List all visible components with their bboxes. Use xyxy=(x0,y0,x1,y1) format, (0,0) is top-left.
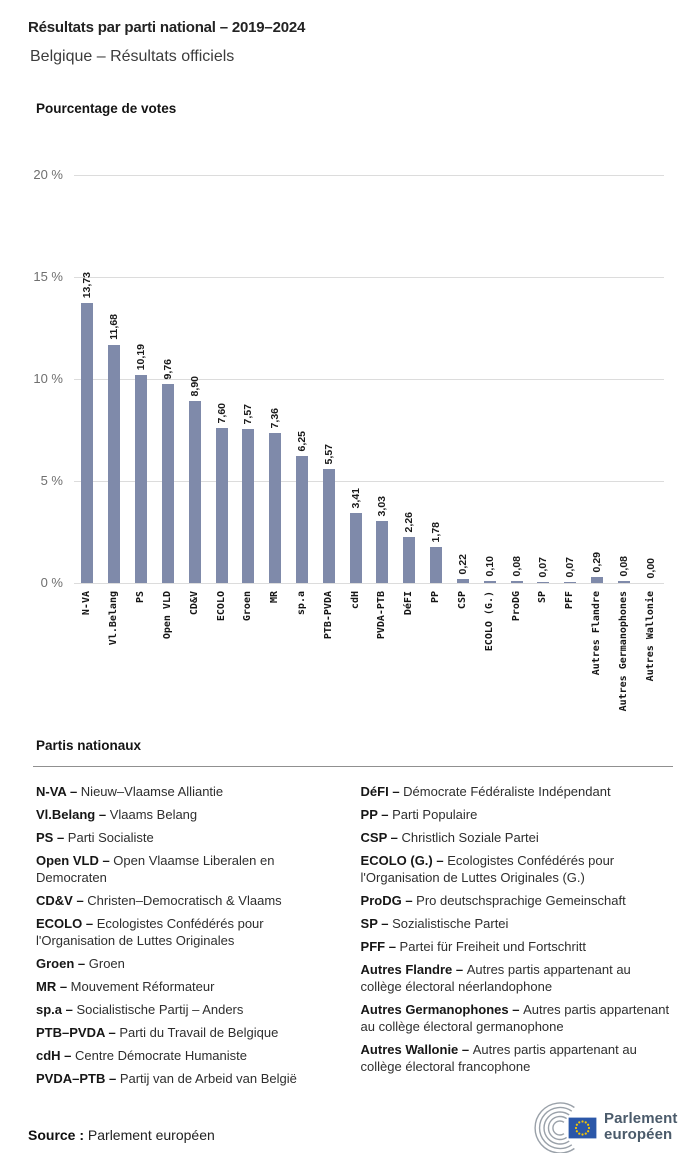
bar-value-label: 0,07 xyxy=(564,556,577,577)
bar-value-label: 6,25 xyxy=(296,430,308,451)
x-axis-label: SP xyxy=(537,591,549,604)
y-axis-label: 10 % xyxy=(33,371,63,386)
legend-item xyxy=(361,829,673,846)
source-value: Parlement européen xyxy=(87,1127,215,1143)
bar-value-label: 10,19 xyxy=(135,343,147,370)
source-label: Source : xyxy=(28,1127,85,1143)
x-axis-label: cdH xyxy=(349,591,361,610)
x-axis-label: Autres Flandre xyxy=(591,591,602,676)
hemicycle-icon xyxy=(530,1101,600,1153)
bar xyxy=(162,384,174,583)
gridline xyxy=(74,175,664,176)
bar-value-label: 3,41 xyxy=(349,487,362,508)
party-full-name: Socialistische Partij – Anders xyxy=(76,1002,244,1017)
bar xyxy=(537,582,549,583)
gridline xyxy=(74,583,664,584)
bar-value-label: 11,68 xyxy=(108,314,121,340)
party-full-name: Parti du Travail de Belgique xyxy=(119,1025,279,1040)
y-axis-label: 0 % xyxy=(40,575,63,590)
party-abbreviation: cdH – xyxy=(36,1048,76,1063)
party-full-name: Open Vlaamse Liberalen en Democraten xyxy=(36,853,275,885)
bar-value-label: 2,26 xyxy=(403,511,416,532)
party-abbreviation: PFF – xyxy=(360,939,400,954)
party-full-name: Christen–Democratisch & Vlaams xyxy=(87,893,282,908)
european-parliament-logo xyxy=(530,1101,677,1153)
party-full-name: Nieuw–Vlaamse Alliantie xyxy=(80,784,224,799)
bar-value-label: 7,57 xyxy=(242,403,255,424)
bar xyxy=(511,581,523,583)
party-abbreviation: CSP – xyxy=(360,830,402,845)
legend-columns xyxy=(33,783,673,1093)
legend-item xyxy=(36,1001,339,1018)
party-abbreviation: ECOLO (G.) – xyxy=(360,853,448,868)
bar-value-label: 0,08 xyxy=(510,555,523,576)
bar-value-label: 5,57 xyxy=(322,443,335,464)
x-axis-label: ProDG xyxy=(510,591,522,622)
x-axis-label: CD&V xyxy=(188,591,200,616)
party-full-name: Sozialistische Partei xyxy=(392,916,509,931)
page-title: Résultats par parti national – 2019–2024 xyxy=(28,19,306,36)
y-axis-label: 15 % xyxy=(33,269,63,284)
party-full-name: Partei für Freiheit und Fortschritt xyxy=(399,939,586,954)
legend-item xyxy=(36,915,339,949)
bar xyxy=(216,428,228,583)
party-abbreviation: Autres Wallonie – xyxy=(360,1042,473,1057)
party-abbreviation: PS – xyxy=(36,830,68,845)
bar-value-label: 0,08 xyxy=(617,555,630,576)
x-axis-label: CSP xyxy=(456,591,468,610)
party-abbreviation: N-VA – xyxy=(36,784,81,799)
party-full-name: Parti Populaire xyxy=(392,807,478,822)
legend-item xyxy=(361,1041,673,1075)
x-axis-label: N-VA xyxy=(81,591,93,616)
bar-value-label: 3,03 xyxy=(376,495,389,516)
legend-item xyxy=(361,783,673,800)
x-axis-label: PVDA-PTB xyxy=(376,591,388,640)
bar xyxy=(108,345,120,583)
logo-line2: européen xyxy=(604,1126,673,1143)
legend-item xyxy=(36,783,339,800)
legend-item xyxy=(36,852,339,886)
legend-item xyxy=(361,915,673,932)
party-full-name: Autres partis appartenant au collège électoral néerlandophone xyxy=(360,962,631,994)
x-axis-label: MR xyxy=(269,591,281,604)
x-axis-label: DéFI xyxy=(403,591,415,616)
party-abbreviation: PTB–PVDA – xyxy=(36,1025,120,1040)
party-abbreviation: Open VLD – xyxy=(36,853,114,868)
bar xyxy=(189,401,201,583)
legend-divider xyxy=(33,766,673,767)
party-abbreviation: MR – xyxy=(36,979,71,994)
bar xyxy=(323,469,335,583)
eu-flag-icon xyxy=(568,1117,597,1139)
legend-item xyxy=(361,892,673,909)
party-full-name: Ecologistes Confédérés pour l'Organisation de Luttes Originales (G.) xyxy=(360,853,615,885)
party-legend xyxy=(33,738,673,1093)
party-full-name: Christlich Soziale Partei xyxy=(401,830,539,845)
bar xyxy=(81,303,93,583)
legend-item xyxy=(361,938,673,955)
legend-item xyxy=(361,1001,673,1035)
bar-value-label: 0,00 xyxy=(644,557,657,578)
logo-wordmark xyxy=(604,1111,677,1143)
party-abbreviation: PP – xyxy=(360,807,393,822)
legend-item xyxy=(361,961,673,995)
bar-value-label: 0,29 xyxy=(591,551,603,572)
bar-value-label: 1,78 xyxy=(430,521,442,542)
logo-line1: Parlement xyxy=(604,1110,678,1127)
party-abbreviation: SP – xyxy=(360,916,393,931)
x-axis-label: Autres Wallonie xyxy=(644,591,656,682)
party-full-name: Centre Démocrate Humaniste xyxy=(75,1048,247,1063)
bar-value-label: 0,07 xyxy=(537,556,550,577)
legend-item xyxy=(36,829,339,846)
party-full-name: Parti Socialiste xyxy=(67,830,154,845)
x-axis-label: ECOLO (G.) xyxy=(483,591,495,652)
party-abbreviation: CD&V – xyxy=(36,893,88,908)
legend-item xyxy=(36,955,339,972)
x-axis-label: PTB-PVDA xyxy=(322,591,334,640)
legend-item xyxy=(36,892,339,909)
x-axis-label: PP xyxy=(430,591,441,604)
bar xyxy=(376,521,388,583)
bar-value-label: 7,60 xyxy=(215,402,228,423)
party-full-name: Pro deutschsprachige Gemeinschaft xyxy=(416,893,626,908)
bar-value-label: 13,73 xyxy=(81,271,94,298)
party-abbreviation: Autres Flandre – xyxy=(360,962,467,977)
legend-title: Partis nationaux xyxy=(36,738,142,753)
party-abbreviation: ProDG – xyxy=(360,893,417,908)
legend-item xyxy=(36,1024,339,1041)
legend-item xyxy=(36,806,339,823)
bar-value-label: 9,76 xyxy=(161,358,174,379)
bar xyxy=(403,537,415,583)
bar xyxy=(135,375,147,583)
party-full-name: Autres partis appartenant au collège électoral germanophone xyxy=(360,1002,670,1034)
party-abbreviation: ECOLO – xyxy=(36,916,97,931)
bar-value-label: 8,90 xyxy=(188,375,201,396)
bar-value-label: 0,10 xyxy=(483,555,496,576)
bar xyxy=(591,577,603,583)
bar xyxy=(242,429,254,583)
legend-item xyxy=(36,1070,339,1087)
party-abbreviation: DéFI – xyxy=(360,784,404,799)
legend-item xyxy=(361,852,673,886)
party-full-name: Vlaams Belang xyxy=(109,807,198,822)
y-axis-label: 5 % xyxy=(40,473,63,488)
party-full-name: Autres partis appartenant au collège électoral francophone xyxy=(360,1042,637,1074)
x-axis-label: Autres Germanophones xyxy=(617,591,629,712)
party-abbreviation: Autres Germanophones – xyxy=(360,1002,524,1017)
party-full-name: Partij van de Arbeid van België xyxy=(119,1071,297,1086)
bar xyxy=(484,581,496,583)
legend-item xyxy=(36,978,339,995)
x-axis-label: ECOLO xyxy=(215,591,227,622)
chart-title: Pourcentage de votes xyxy=(36,101,177,116)
x-axis-label: PFF xyxy=(564,591,576,610)
bar xyxy=(430,547,442,583)
party-abbreviation: PVDA–PTB – xyxy=(36,1071,120,1086)
party-abbreviation: Vl.Belang – xyxy=(36,807,110,822)
bar xyxy=(618,581,630,583)
bar xyxy=(564,582,576,583)
x-axis-label: sp.a xyxy=(296,591,307,616)
party-full-name: Démocrate Fédéraliste Indépendant xyxy=(403,784,611,799)
bar xyxy=(457,579,469,583)
party-full-name: Ecologistes Confédérés pour l'Organisation de Luttes Originales xyxy=(36,916,264,948)
legend-item xyxy=(361,806,673,823)
legend-column-right xyxy=(361,783,673,1093)
gridline xyxy=(74,277,664,278)
x-axis-label: PS xyxy=(135,591,146,604)
page-subtitle: Belgique – Résultats officiels xyxy=(30,48,235,65)
legend-column-left xyxy=(36,783,361,1093)
x-axis-label: Groen xyxy=(242,591,254,622)
party-abbreviation: sp.a – xyxy=(36,1002,77,1017)
bar-value-label: 0,22 xyxy=(456,553,469,574)
bar xyxy=(296,456,308,583)
bar xyxy=(350,513,362,583)
bar-value-label: 7,36 xyxy=(269,407,282,428)
party-full-name: Groen xyxy=(88,956,125,971)
party-abbreviation: Groen – xyxy=(36,956,89,971)
party-full-name: Mouvement Réformateur xyxy=(70,979,215,994)
source-line xyxy=(28,1127,215,1143)
x-axis-label: Vl.Belang xyxy=(108,591,120,646)
x-axis-label: Open VLD xyxy=(161,591,173,640)
legend-item xyxy=(36,1047,339,1064)
y-axis-label: 20 % xyxy=(33,167,63,182)
bar xyxy=(269,433,281,583)
